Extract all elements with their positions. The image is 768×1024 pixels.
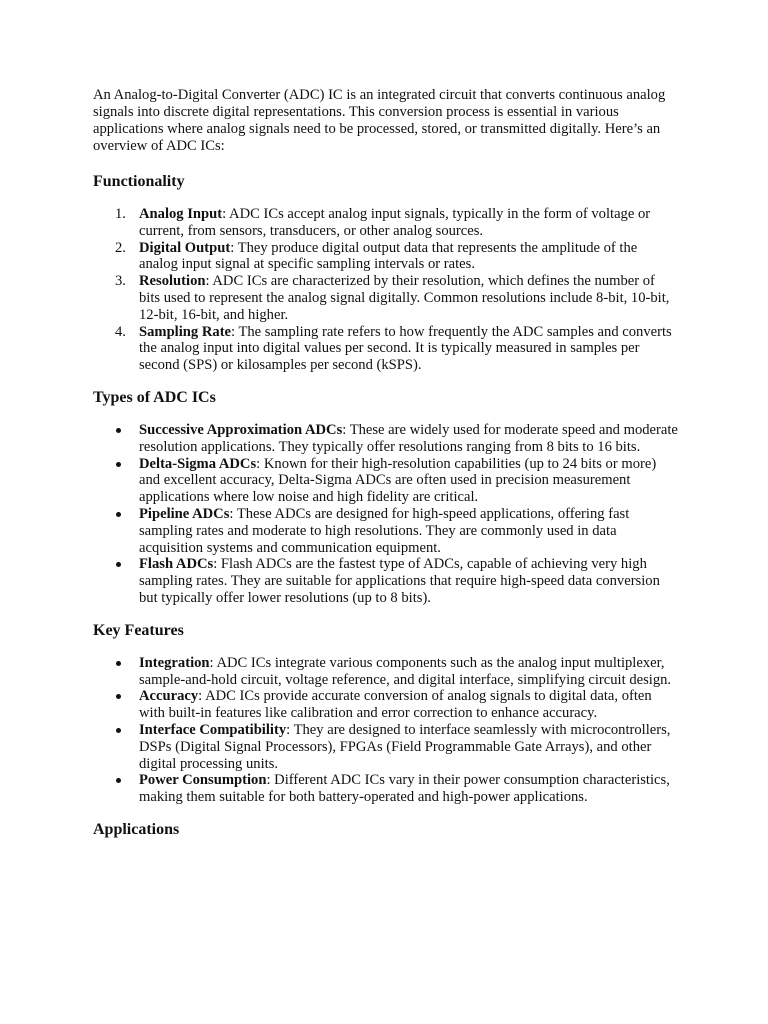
list-item [93, 456, 678, 506]
applications-heading: Applications [93, 820, 180, 838]
item-text: : ADC ICs accept analog input signals, typically in the form of voltage or current, from sensors, transducers, or other analog sources. [139, 206, 651, 239]
item-term: Accuracy [139, 688, 199, 705]
list-item [93, 688, 678, 722]
functionality-heading: Functionality [93, 173, 185, 190]
list-item [93, 422, 678, 456]
list-item [93, 772, 678, 806]
item-text: : Known for their high-resolution capabilities (up to 24 bits or more) and excellent accuracy, Delta-Sigma ADCs are often used in precision measurement applications where low noise and high fidelity are critical. [139, 455, 657, 506]
list-number: 4. [115, 323, 126, 340]
list-number: 1. [115, 206, 126, 222]
item-text: : Flash ADCs are the fastest type of ADCs, capable of achieving very high sampling rates. They are suitable for applications that require high-speed data conversion but typically offer lower resolutions (up to 8 bits). [139, 556, 660, 606]
list-item [93, 206, 678, 240]
list-item [93, 506, 678, 556]
item-term: Flash ADCs [139, 556, 214, 573]
bullet-icon [116, 778, 121, 783]
item-text: : These are widely used for moderate speed and moderate resolution applications. They typically offer resolutions ranging from 8 bits to 16 bits. [139, 421, 678, 455]
list-item [93, 240, 678, 274]
list-item [93, 556, 678, 606]
bullet-icon [116, 512, 121, 517]
item-text: : These ADCs are designed for high-speed applications, offering fast sampling rates and moderate to high resolutions. They are commonly used in data acquisition systems and communication equipment. [139, 505, 630, 556]
types-heading: Types of ADC ICs [93, 388, 216, 406]
list-number: 2. [115, 239, 126, 256]
item-term: Delta-Sigma ADCs [139, 455, 257, 472]
key-features-heading: Key Features [93, 621, 184, 639]
item-text: : Different ADC ICs vary in their power consumption characteristics, making them suitable for both battery-operated and high-power applications. [139, 772, 670, 806]
document-page [93, 87, 678, 840]
item-text: : They produce digital output data that represents the amplitude of the analog input signal at specific sampling intervals or rates. [139, 239, 638, 273]
item-term: Successive Approximation ADCs [139, 421, 343, 438]
item-term: Pipeline ADCs [139, 505, 230, 522]
item-term: Integration [139, 654, 210, 671]
list-number: 3. [115, 273, 126, 290]
list-item [93, 722, 678, 772]
bullet-icon [116, 661, 121, 666]
item-term: Analog Input [139, 206, 223, 222]
bullet-icon [116, 728, 121, 733]
types-list [93, 422, 678, 607]
bullet-icon [116, 694, 121, 699]
item-term: Sampling Rate [139, 323, 232, 340]
item-text: : ADC ICs are characterized by their resolution, which defines the number of bits used to represent the analog signal digitally. Common resolutions include 8-bit, 10-bit, 12-bit, 16-bit, and higher. [139, 273, 670, 323]
list-item [93, 273, 678, 323]
list-item [93, 324, 678, 374]
bullet-icon [116, 428, 121, 433]
list-item [93, 655, 678, 689]
functionality-list [93, 206, 678, 374]
bullet-icon [116, 562, 121, 567]
item-term: Resolution [139, 273, 206, 290]
item-term: Power Consumption [139, 772, 267, 789]
intro-paragraph: An Analog-to-Digital Converter (ADC) IC is an integrated circuit that converts continuous analog signals into discrete digital representations. This conversion process is essential in various applications where analog signals need to be processed, stored, or transmitted digitally. Here’s an overview of ADC ICs: [93, 87, 666, 154]
item-text: : ADC ICs integrate various components such as the analog input multiplexer, sample-and-hold circuit, voltage reference, and digital interface, simplifying circuit design. [139, 654, 672, 688]
item-term: Interface Compatibility [139, 721, 287, 738]
item-text: : The sampling rate refers to how frequently the ADC samples and converts the analog input into digital values per second. It is typically measured in samples per second (SPS) or kilosamples per second (kSPS). [139, 323, 672, 374]
item-term: Digital Output [139, 239, 231, 256]
key-features-list [93, 655, 678, 806]
item-text: : ADC ICs provide accurate conversion of analog signals to digital data, often with built-in features like calibration and error correction to enhance accuracy. [139, 688, 652, 722]
bullet-icon [116, 462, 121, 467]
item-text: : They are designed to interface seamlessly with microcontrollers, DSPs (Digital Signal Processors), FPGAs (Field Programmable Gate Arrays), and other digital processing units. [139, 721, 671, 772]
